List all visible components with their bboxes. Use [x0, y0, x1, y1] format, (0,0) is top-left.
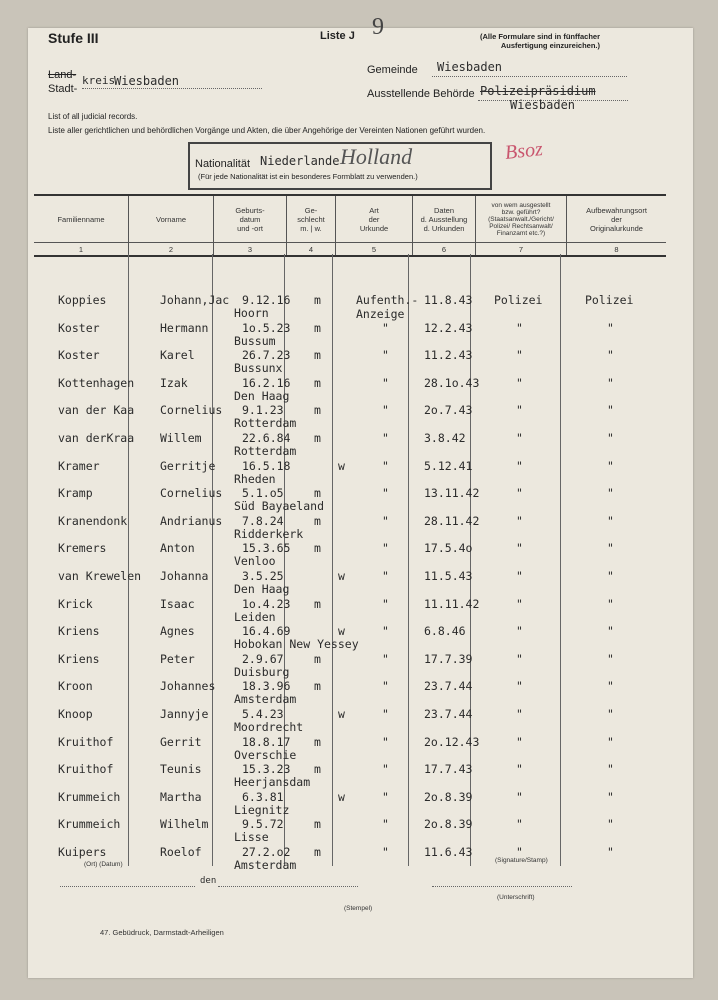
- cell-birth: 3.5.25: [242, 569, 284, 583]
- cell-first: Hermann: [160, 320, 209, 335]
- gemeinde-value: Wiesbaden: [437, 60, 503, 74]
- liste-label: Liste J: [320, 30, 355, 42]
- behoerde-value-2: Wiesbaden: [510, 98, 576, 112]
- kreis-label-land: Land-: [48, 69, 77, 81]
- cell-von: ": [516, 569, 523, 583]
- cell-first: Jannyje: [160, 707, 209, 721]
- cell-von: ": [516, 513, 523, 528]
- cell-date: 11.2.43: [424, 348, 473, 363]
- cell-birth-place: Den Haag: [234, 582, 290, 596]
- copies-note-line2: Ausfertigung einzureichen.): [500, 41, 601, 50]
- cell-sex: w: [338, 569, 345, 583]
- cell-von: ": [516, 679, 523, 694]
- cell-von: ": [516, 817, 523, 832]
- cell-art: ": [382, 817, 389, 832]
- col-num-5: 5: [336, 243, 413, 257]
- col-header-geburt: Geburts- datum und -ort: [214, 195, 287, 243]
- cell-von: ": [516, 458, 523, 473]
- cell-birth: 1o.4.23: [242, 596, 291, 611]
- signature-line: [432, 886, 572, 887]
- cell-art: ": [382, 596, 389, 611]
- col-num-4: 4: [287, 243, 336, 257]
- cell-art: ": [382, 624, 389, 639]
- cell-date: 28.11.42: [424, 513, 480, 528]
- cell-birth: 5.4.23: [242, 707, 284, 721]
- col-num-6: 6: [413, 243, 476, 257]
- cell-birth: 27.2.o2: [242, 845, 291, 859]
- cell-sex: m: [314, 320, 321, 335]
- cell-von: ": [516, 596, 523, 611]
- col-divider: [212, 254, 213, 866]
- cell-name: Krick: [58, 596, 93, 611]
- cell-name: van Krewelen: [58, 569, 142, 583]
- cell-name: Koppies: [58, 293, 107, 307]
- cell-aufb: ": [607, 541, 614, 556]
- cell-aufb: ": [607, 624, 614, 639]
- cell-von: ": [516, 348, 523, 363]
- unterschrift-label: (Unterschrift): [497, 894, 535, 901]
- cell-sex: m: [314, 431, 321, 445]
- cell-sex: m: [314, 817, 321, 832]
- col-header-familienname: Familienname: [34, 195, 129, 243]
- cell-sex: m: [314, 541, 321, 556]
- cell-date: 2o.12.43: [424, 734, 480, 749]
- printer-imprint: 47. Gebüdruck, Darmstadt-Arheiligen: [100, 928, 224, 937]
- cell-date: 12.2.43: [424, 320, 473, 335]
- cell-name: van der Kaa: [58, 403, 135, 418]
- cell-birth-place: Leiden: [234, 609, 276, 624]
- cell-birth: 16.4.69: [242, 624, 291, 639]
- cell-name: Kramp: [58, 486, 93, 501]
- cell-birth-place: Amsterdam: [234, 858, 297, 872]
- cell-first: Isaac: [160, 596, 195, 611]
- cell-birth: 1o.5.23: [242, 320, 291, 335]
- cell-first: Karel: [160, 348, 195, 363]
- cell-aufb: ": [607, 596, 614, 611]
- cell-aufb: ": [607, 762, 614, 777]
- col-num-3: 3: [214, 243, 287, 257]
- cell-von: ": [516, 651, 523, 666]
- cell-date: 17.7.39: [424, 651, 473, 666]
- cell-sex: m: [314, 596, 321, 611]
- cell-first: Wilhelm: [160, 817, 209, 832]
- cell-aufb: ": [607, 817, 614, 832]
- cell-birth-place: Rotterdam: [234, 444, 297, 458]
- cell-aufb: ": [607, 789, 614, 804]
- cell-aufb: ": [607, 651, 614, 666]
- cell-von: ": [516, 403, 523, 418]
- cell-birth: 18.3.96: [242, 679, 291, 694]
- cell-birth-place: Bussum: [234, 333, 276, 348]
- col-header-daten: Daten d. Ausstellung d. Urkunden: [413, 195, 476, 243]
- cell-art: ": [382, 320, 389, 335]
- copies-note: [480, 32, 600, 50]
- cell-first: Roelof: [160, 845, 202, 859]
- red-pencil-mark: Bsoz: [503, 138, 544, 164]
- records-table-header: [34, 194, 666, 257]
- cell-name: Kriens: [58, 624, 100, 639]
- cell-name: Kranendonk: [58, 513, 128, 528]
- cell-art: ": [382, 734, 389, 749]
- cell-birth: 26.7.23: [242, 348, 291, 363]
- cell-first: Johannes: [160, 679, 216, 694]
- cell-first: Izak: [160, 375, 188, 390]
- cell-art: ": [382, 845, 389, 859]
- cell-birth: 18.8.17: [242, 734, 291, 749]
- cell-von: ": [516, 845, 523, 859]
- cell-von: Polizei: [494, 293, 543, 307]
- cell-aufb: ": [607, 431, 614, 445]
- cell-date: 11.6.43: [424, 845, 473, 859]
- cell-birth-place: Amsterdam: [234, 692, 297, 707]
- cell-birth: 9.12.16: [242, 293, 291, 307]
- cell-sex: m: [314, 651, 321, 666]
- cell-date: 13.11.42: [424, 486, 480, 501]
- cell-sex: m: [314, 513, 321, 528]
- behoerde-label: Ausstellende Behörde: [367, 88, 475, 100]
- cell-art: ": [382, 679, 389, 694]
- cell-aufb: Polizei: [585, 293, 634, 307]
- cell-date: 23.7.44: [424, 679, 473, 694]
- cell-aufb: ": [607, 486, 614, 501]
- stufe-label: Stufe III: [48, 30, 99, 46]
- kreis-label: [48, 68, 77, 96]
- cell-art: ": [382, 458, 389, 473]
- cell-first: Agnes: [160, 624, 195, 639]
- cell-sex: m: [314, 293, 321, 307]
- cell-art: ": [382, 789, 389, 804]
- cell-art: ": [382, 762, 389, 777]
- cell-von: ": [516, 431, 523, 445]
- cell-name: Krummeich: [58, 789, 121, 804]
- cell-name: van derKraa: [58, 431, 135, 445]
- cell-von: ": [516, 762, 523, 777]
- cell-sex: m: [314, 679, 321, 694]
- cell-art: ": [382, 651, 389, 666]
- cell-date: 2o.8.39: [424, 789, 473, 804]
- cell-birth-place: Ridderkerk: [234, 526, 304, 541]
- cell-date: 2o.7.43: [424, 403, 473, 418]
- cell-aufb: ": [607, 679, 614, 694]
- cell-art: ": [382, 431, 389, 445]
- cell-name: Knoop: [58, 707, 93, 721]
- cell-von: ": [516, 375, 523, 390]
- col-divider: [128, 254, 129, 866]
- cell-name: Kottenhagen: [58, 375, 135, 390]
- cell-name: Koster: [58, 320, 100, 335]
- cell-birth: 9.5.72: [242, 817, 284, 832]
- cell-name: Kriens: [58, 651, 100, 666]
- cell-art: ": [382, 513, 389, 528]
- cell-von: ": [516, 707, 523, 721]
- list-english: List of all judicial records.: [48, 112, 138, 121]
- cell-birth: 7.8.24: [242, 513, 284, 528]
- cell-sex: w: [338, 624, 345, 639]
- cell-aufb: ": [607, 734, 614, 749]
- col-header-geschlecht: Ge- schlecht m. | w.: [287, 195, 336, 243]
- cell-aufb: ": [607, 513, 614, 528]
- cell-sex: w: [338, 458, 345, 473]
- kreis-label-stadt: Stadt-: [48, 83, 78, 95]
- cell-name: Kuipers: [58, 845, 107, 859]
- der-label: den: [200, 876, 217, 886]
- col-num-2: 2: [129, 243, 214, 257]
- cell-birth-place: Süd Bayaeland: [234, 499, 325, 514]
- nationality-value: Niederlande: [260, 154, 340, 168]
- cell-von: ": [516, 624, 523, 639]
- cell-sex: m: [314, 486, 321, 501]
- col-divider: [408, 254, 409, 866]
- cell-birth-place: Lisse: [234, 830, 269, 845]
- cell-date: 17.7.43: [424, 762, 473, 777]
- col-header-art: Art der Urkunde: [336, 195, 413, 243]
- cell-aufb: ": [607, 320, 614, 335]
- col-divider: [560, 254, 561, 866]
- cell-aufb: ": [607, 348, 614, 363]
- col-num-7: 7: [476, 243, 567, 257]
- cell-birth-place: Moordrecht: [234, 720, 304, 734]
- cell-name: Kroon: [58, 679, 93, 694]
- cell-birth-place: Rotterdam: [234, 416, 297, 431]
- cell-art: ": [382, 541, 389, 556]
- cell-aufb: ": [607, 458, 614, 473]
- cell-birth-place: Hoorn: [234, 306, 269, 320]
- cell-first: Teunis: [160, 762, 202, 777]
- cell-first: Johann,Jac: [160, 293, 230, 307]
- col-divider: [332, 254, 333, 866]
- cell-sex: m: [314, 375, 321, 390]
- col-header-aufbewahrung: Aufbewahrungsort der Originalurkunde: [567, 195, 667, 243]
- cell-sex: w: [338, 789, 345, 804]
- nationality-label: Nationalität: [195, 158, 251, 170]
- cell-birth-place: Liegnitz: [234, 802, 290, 817]
- kreis-label-kreis: kreis: [82, 74, 116, 87]
- col-num-8: 8: [567, 243, 667, 257]
- cell-first: Johanna: [160, 569, 209, 583]
- liste-number-handwritten: 9: [372, 14, 384, 40]
- cell-aufb: ": [607, 845, 614, 859]
- stempel-label: (Stempel): [344, 905, 373, 912]
- cell-von: ": [516, 486, 523, 501]
- cell-von: ": [516, 789, 523, 804]
- cell-aufb: ": [607, 707, 614, 721]
- cell-sex: w: [338, 707, 345, 721]
- cell-name: Koster: [58, 348, 100, 363]
- cell-first: Anton: [160, 541, 195, 556]
- ort-datum-label: (Ort) (Datum): [84, 861, 123, 868]
- cell-von: ": [516, 320, 523, 335]
- cell-art: ": [382, 348, 389, 363]
- cell-first: Andrianus: [160, 513, 223, 528]
- col-header-vorname: Vorname: [129, 195, 214, 243]
- ort-line: [60, 886, 195, 887]
- cell-birth-place: Den Haag: [234, 388, 290, 403]
- cell-birth: 2.9.67: [242, 651, 284, 666]
- cell-von: ": [516, 734, 523, 749]
- nationality-note: (Für jede Nationalität ist ein besonderes Formblatt zu verwenden.): [198, 172, 418, 181]
- col-header-von-wem: von wem ausgestellt bzw. geführt? (Staatsanwalt./Gericht/ Polizei/ Rechtsanwalt/ Finanzamt etc.?): [476, 195, 567, 243]
- cell-first: Willem: [160, 431, 202, 445]
- cell-date: 11.11.42: [424, 596, 480, 611]
- cell-art: ": [382, 375, 389, 390]
- cell-date: 23.7.44: [424, 707, 473, 721]
- gemeinde-label: Gemeinde: [367, 64, 418, 76]
- cell-art: ": [382, 486, 389, 501]
- cell-art: Aufenth.-: [356, 293, 419, 307]
- cell-first: Gerritje: [160, 458, 216, 473]
- cell-sex: m: [314, 348, 321, 363]
- cell-birth: 15.3.65: [242, 541, 291, 556]
- cell-birth-place: Hobokan New Yessey: [234, 637, 359, 652]
- cell-birth: 15.3.23: [242, 762, 291, 777]
- kreis-value: Wiesbaden: [114, 74, 180, 88]
- cell-first: Cornelius: [160, 403, 223, 418]
- cell-date: 11.5.43: [424, 569, 473, 583]
- cell-date: 2o.8.39: [424, 817, 473, 832]
- cell-birth-place: Heerjansdam: [234, 775, 311, 790]
- cell-aufb: ": [607, 403, 614, 418]
- behoerde-value-1: Polizeipräsidium: [480, 84, 596, 98]
- cell-birth-place: Rheden: [234, 471, 276, 486]
- cell-date: 5.12.41: [424, 458, 473, 473]
- cell-birth: 9.1.23: [242, 403, 284, 418]
- cell-birth-place: Bussunx: [234, 361, 283, 376]
- cell-name: Kremers: [58, 541, 107, 556]
- cell-von: ": [516, 541, 523, 556]
- cell-first: Martha: [160, 789, 202, 804]
- cell-sex: m: [314, 845, 321, 859]
- cell-sex: m: [314, 403, 321, 418]
- cell-birth: 16.2.16: [242, 375, 291, 390]
- cell-first: Gerrit: [160, 734, 202, 749]
- col-num-1: 1: [34, 243, 129, 257]
- cell-sex: m: [314, 762, 321, 777]
- cell-first: Cornelius: [160, 486, 223, 501]
- cell-birth-place: Overschie: [234, 747, 297, 762]
- cell-art: ": [382, 403, 389, 418]
- cell-art-line2: Anzeige: [356, 307, 405, 321]
- signature-stamp-label: (Signature/Stamp): [495, 857, 548, 864]
- cell-sex: m: [314, 734, 321, 749]
- cell-art: ": [382, 707, 389, 721]
- cell-name: Kramer: [58, 458, 100, 473]
- copies-note-line1: (Alle Formulare sind in fünffacher: [480, 32, 601, 41]
- cell-name: Kruithof: [58, 762, 114, 777]
- cell-date: 6.8.46: [424, 624, 466, 639]
- cell-date: 3.8.42: [424, 431, 466, 445]
- list-german: Liste aller gerichtlichen und behördlichen Vorgänge und Akten, die über Angehörige der Vereinten Nationen geführt wurden.: [48, 126, 486, 135]
- cell-first: Peter: [160, 651, 195, 666]
- cell-aufb: ": [607, 569, 614, 583]
- cell-date: 28.1o.43: [424, 375, 480, 390]
- date-line: [218, 886, 358, 887]
- cell-name: Krummeich: [58, 817, 121, 832]
- cell-birth: 22.6.84: [242, 431, 291, 445]
- cell-birth-place: Duisburg: [234, 664, 290, 679]
- cell-birth: 6.3.81: [242, 789, 284, 804]
- cell-birth: 16.5.18: [242, 458, 291, 473]
- cell-birth: 5.1.o5: [242, 486, 284, 501]
- nationality-handwritten: Holland: [340, 144, 413, 169]
- cell-art: ": [382, 569, 389, 583]
- cell-name: Kruithof: [58, 734, 114, 749]
- cell-date: 11.8.43: [424, 293, 473, 307]
- cell-aufb: ": [607, 375, 614, 390]
- cell-birth-place: Venloo: [234, 554, 276, 569]
- cell-date: 17.5.4o: [424, 541, 473, 556]
